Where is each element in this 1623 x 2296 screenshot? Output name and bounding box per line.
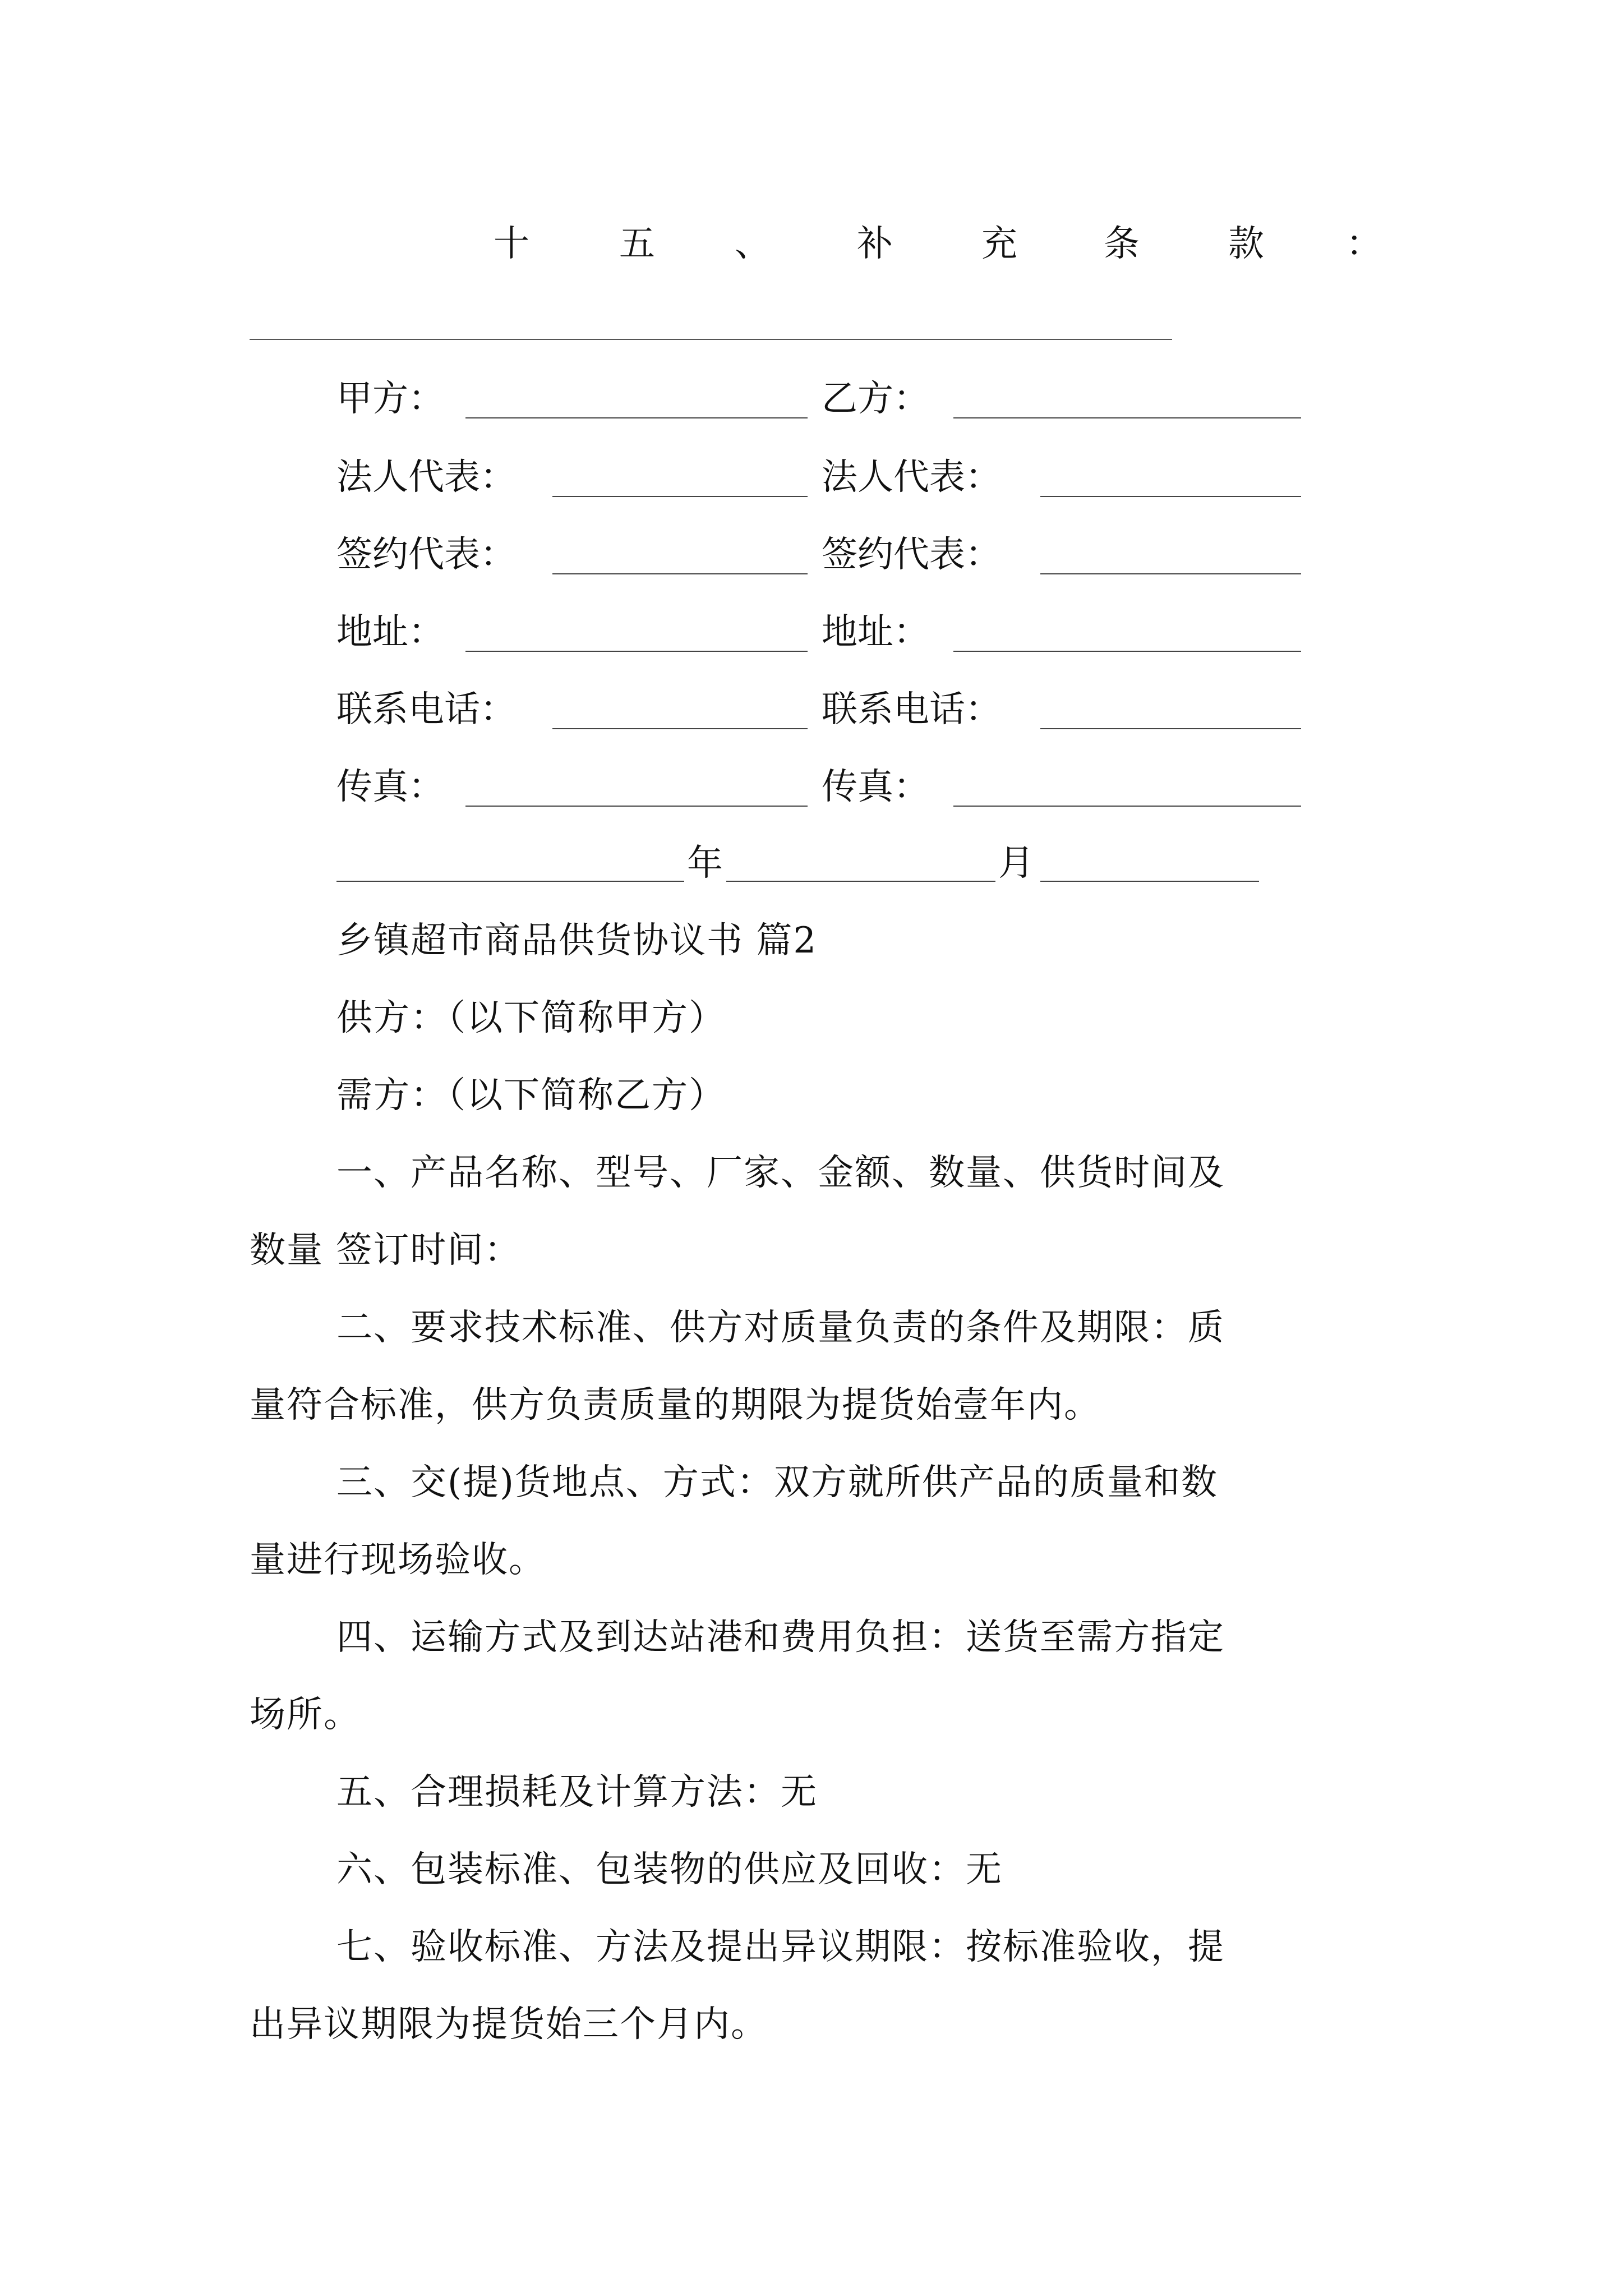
phone-b-blank [1040, 728, 1301, 729]
party-b-label: 乙方： [822, 378, 929, 420]
phone-a-label: 联系电话： [336, 689, 516, 730]
clause-3-cont: 量进行现场验收。 [250, 1539, 546, 1581]
heading-char: 款 [1228, 223, 1264, 265]
date-month-blank [726, 881, 995, 882]
supplementary-clause-heading [0, 219, 1623, 269]
legal-rep-a-blank [552, 496, 808, 497]
heading-char: 十 [494, 223, 529, 265]
date-day-blank [1040, 881, 1259, 882]
address-b-label: 地址： [822, 611, 929, 653]
heading-char: 补 [857, 223, 893, 265]
clause-4-cont: 场所。 [250, 1694, 361, 1736]
signing-rep-b-label: 签约代表： [822, 534, 1001, 576]
heading-char: 充 [981, 223, 1017, 265]
clause-6: 六、包装标准、包装物的供应及回收：无 [336, 1849, 1003, 1890]
buyer-line: 需方：（以下简称乙方） [336, 1075, 726, 1116]
party-a-blank [465, 417, 808, 418]
fax-b-blank [953, 806, 1301, 807]
date-year-label: 年 [687, 843, 723, 884]
address-a-label: 地址： [336, 611, 444, 653]
clause-2: 二、要求技术标准、供方对质量负责的条件及期限：质 [336, 1307, 1225, 1349]
address-b-blank [953, 651, 1301, 652]
clause-7-cont: 出异议期限为提货始三个月内。 [250, 2004, 768, 2045]
heading-char: 、 [735, 223, 771, 265]
signing-rep-b-blank [1040, 573, 1301, 574]
phone-a-blank [552, 728, 808, 729]
clause-4: 四、运输方式及到达站港和费用负担：送货至需方指定 [336, 1617, 1225, 1658]
heading-char: 五 [619, 223, 655, 265]
signing-rep-a-label: 签约代表： [336, 534, 516, 576]
clause-5: 五、合理损耗及计算方法：无 [336, 1772, 818, 1813]
blank-fill-line [250, 339, 1172, 340]
fax-a-label: 传真： [336, 766, 444, 808]
fax-b-label: 传真： [822, 766, 929, 808]
date-year-blank [336, 881, 684, 882]
legal-rep-a-label: 法人代表： [336, 457, 516, 498]
supplier-line: 供方：（以下简称甲方） [336, 997, 726, 1039]
section-title: 乡镇超市商品供货协议书 篇2 [336, 920, 818, 961]
party-a-label: 甲方： [336, 378, 444, 420]
legal-rep-b-blank [1040, 496, 1301, 497]
clause-1-cont: 数量 签订时间： [250, 1230, 522, 1271]
date-month-label: 月 [998, 843, 1034, 884]
party-b-blank [953, 417, 1301, 418]
signing-rep-a-blank [552, 573, 808, 574]
legal-rep-b-label: 法人代表： [822, 457, 1001, 498]
clause-1: 一、产品名称、型号、厂家、金额、数量、供货时间及 [336, 1152, 1225, 1194]
address-a-blank [465, 651, 808, 652]
clause-2-cont: 量符合标准，供方负责质量的期限为提货始壹年内。 [250, 1384, 1101, 1426]
clause-7: 七、验收标准、方法及提出异议期限：按标准验收，提 [336, 1926, 1225, 1968]
phone-b-label: 联系电话： [822, 689, 1001, 730]
clause-3: 三、交(提)货地点、方式：双方就所供产品的质量和数 [336, 1462, 1218, 1503]
heading-char: ： [1346, 223, 1382, 265]
heading-char: 条 [1104, 223, 1140, 265]
fax-a-blank [465, 806, 808, 807]
